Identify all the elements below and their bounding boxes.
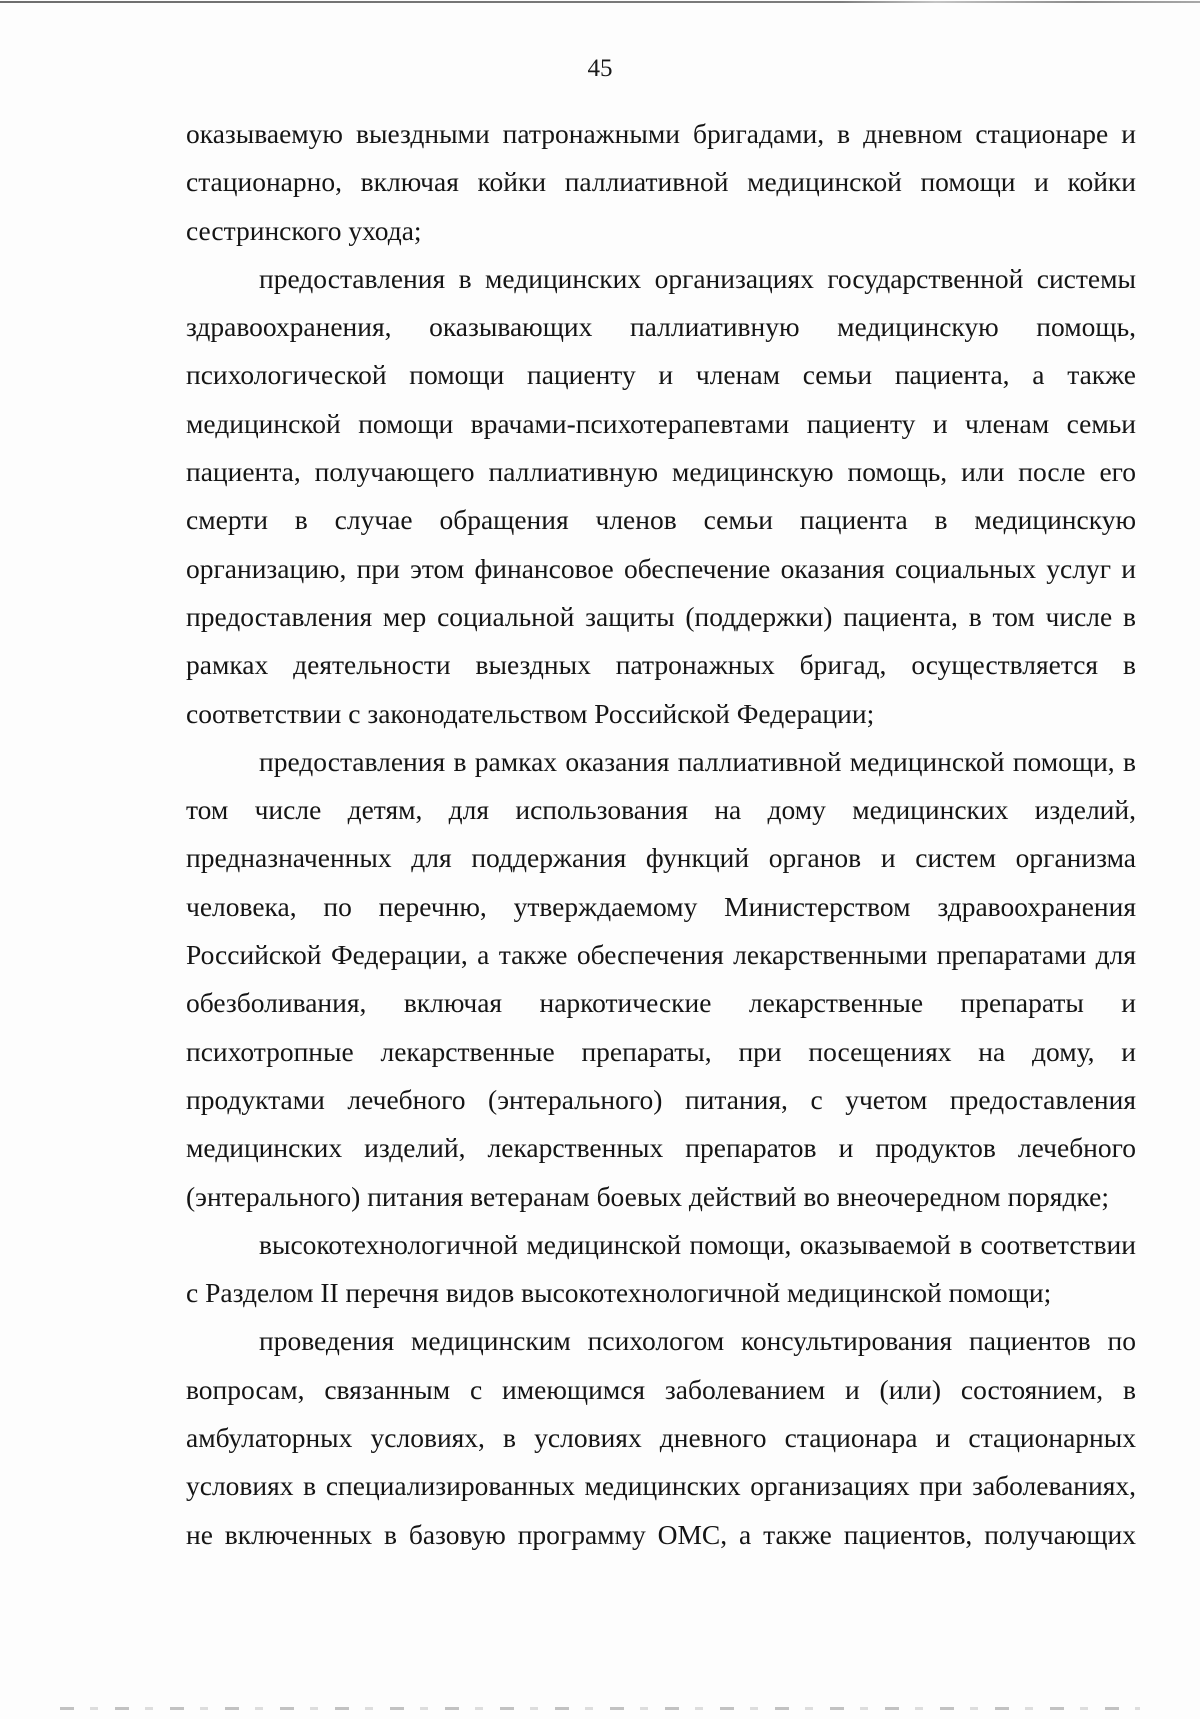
scan-edge-top — [0, 1, 1200, 3]
paragraph-3: предоставления в рамках оказания паллиативной медицинской помощи, в том числе детям, для использования на дому медицинских изделий, предназначенных для поддержания функций органов и систем организма человека, по перечню, утверждаемому Министерством здравоохранения Российской Федерации, а также обеспечения лекарственными препаратами для обезболивания, включая наркотические лекарственные препараты и психотропные лекарственные препараты, при посещениях на дому, и продуктами лечебного (энтерального) питания, с учетом предоставления медицинских изделий, лекарственных препаратов и продуктов лечебного (энтерального) питания ветеранам боевых действий во внеочередном порядке; — [186, 745, 1136, 1212]
scan-edge-bottom — [60, 1707, 1140, 1710]
paragraph-1: оказываемую выездными патронажными бригадами, в дневном стационаре и стационарно, включая койки паллиативной медицинской помощи и койки сестринского ухода; — [186, 118, 1136, 246]
document-body — [186, 110, 1136, 1559]
page-number: 45 — [587, 55, 613, 82]
paragraph-4: высокотехнологичной медицинской помощи, оказываемой в соответствии с Разделом II перечня видов высокотехнологичной медицинской помощи; — [186, 1228, 1136, 1309]
paragraph-2: предоставления в медицинских организациях государственной системы здравоохранения, оказывающих паллиативную медицинскую помощь, психологической помощи пациенту и членам семьи пациента, а также медицинской помощи врачами-психотерапевтами пациенту и членам семьи пациента, получающего паллиативную медицинскую помощь, или после его смерти в случае обращения членов семьи пациента в медицинскую организацию, при этом финансовое обеспечение оказания социальных услуг и предоставления мер социальной защиты (поддержки) пациента, в том числе в рамках деятельности выездных патронажных бригад, осуществляется в соответствии с законодательством Российской Федерации; — [186, 262, 1136, 729]
paragraph-5: проведения медицинским психологом консультирования пациентов по вопросам, связанным с имеющимся заболеванием и (или) состоянием, в амбулаторных условиях, в условиях дневного стационара и стационарных условиях в специализированных медицинских организациях при заболеваниях, не включенных в базовую программу ОМС, а также пациентов, получающих — [186, 1325, 1136, 1550]
